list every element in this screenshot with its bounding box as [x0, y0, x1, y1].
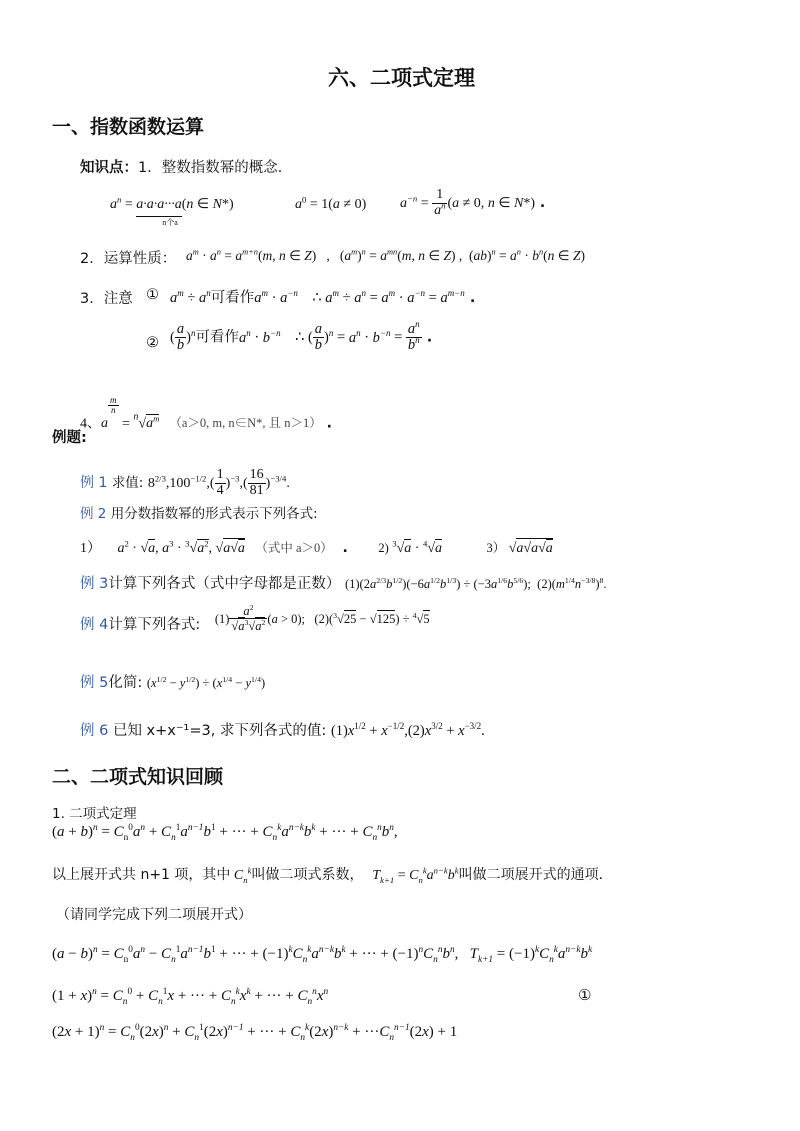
- example-6: 例 6 已知 x+x⁻¹=3, 求下列各式的值: $(1)x^{1/2} + x^{-1/2},(2)x^{3/2} + x^{-3/2}$.: [80, 721, 485, 739]
- formula-operation-rules: $a^m \cdot a^n = a^{m+n}(m$, n ∈ Z) , $(a^m)^n = a^{mn}(m$, n ∈ Z) , $(ab)^n = a^n \cdot b^n(n$ ∈ Z): [186, 247, 585, 263]
- explanation-part-c: 叫做二项展开式的通项.: [458, 867, 604, 883]
- example-1: 例 1 求值: $8^{2/3},100^{-1/2}$,( $\frac{1}{4}$ )$^{-3}$,( $\frac{16}{81}$ )$^{-3/4}$.: [80, 467, 290, 498]
- binomial-explanation: 以上展开式共 n+1 项，其中 $C_n^k$叫做二项式系数， $T_{k+1} = C_n^ka^{n-k}b^k$叫做二项展开式的通项.: [52, 865, 604, 885]
- example-6-tag: 例 6: [80, 723, 109, 739]
- example-6-text: 已知 x+x⁻¹=3, 求下列各式的值:: [112, 723, 327, 739]
- example-3-text: 计算下列各式（式中字母都是正数）: [108, 576, 341, 592]
- item4-condition: （a＞0, m, n∈N*, 且 n＞1）: [169, 416, 322, 431]
- example-5-text: 化简:: [108, 675, 143, 691]
- example-4-tag: 例 4: [80, 617, 109, 634]
- binomial-theorem-formula: $(a + b)^n = C_n^0a^n + C_n^1a^{n-1}b^1$ + ··· + $C_n^ka^{n-k}b^k$ + ··· + $C_n^nb^n$,: [52, 823, 398, 843]
- example-2: [80, 502, 318, 522]
- example-1-tag: 例 1: [80, 475, 108, 492]
- kanzuo-text-1: 可看作: [210, 290, 255, 306]
- examples-label: 例题:: [52, 430, 87, 446]
- page-title: 六、二项式定理: [328, 66, 475, 90]
- section-heading-1: 一、指数函数运算: [52, 116, 205, 138]
- formula-power-definition: $a^n = a\cdot a\cdot a\cdot\cdot\cdot a$ n个a (n ∈ N*): [110, 194, 234, 227]
- example-2-part-1: 1）: [80, 541, 101, 556]
- knowledge-item-1: 1．整数指数幂的概念．: [138, 160, 293, 176]
- example-3: 例 3计算下列各式（式中字母都是正数） $(1)(2a^{2/3}b^{1/2})(-6a^{1/2}b^{1/3}) \div (-3a^{1/6}b^{5/6})$; $(2)(m^{1/4}n^{-3/8})^8$.: [80, 575, 607, 592]
- knowledge-item-3-label: 3．注意: [80, 291, 133, 307]
- knowledge-label: 知识点：: [80, 160, 138, 176]
- binomial-item-1: 1. 二项式定理: [52, 806, 137, 822]
- formula-two-x-plus-one: $(2x + 1)^n = C_n^0(2x)^n + C_n^1(2x)^{n-1}$ + ··· + $C_n^k(2x)^{n-k} + \cdot\cdot\cdot C_n^{n-1}(2x) + 1$: [52, 1023, 458, 1043]
- formula-negative-power: $a^{-n}$ = $\frac{1}{a^n}$ (a ≠ 0, n ∈ N*) .: [400, 187, 546, 218]
- knowledge-line-1: [80, 156, 292, 177]
- explanation-part-a: 以上展开式共 n+1 项，其中: [52, 867, 231, 883]
- example-2-text: 用分数指数幂的形式表示下列各式:: [110, 506, 318, 522]
- item4-prefix: 4、: [80, 416, 101, 432]
- note-marker-1: ①: [146, 287, 159, 303]
- note-marker-2: ②: [146, 335, 159, 351]
- example-5-tag: 例 5: [80, 675, 109, 691]
- formula-marker-1: ①: [578, 986, 592, 1004]
- note-formula-2: ( $\frac{a}{b}$ )$^n$可看作$a^n \cdot b^{-n}$ ∴ ( $\frac{a}{b}$ )$^n = a^n \cdot b^{-n}$ = $\frac{a^n}{b^n}$ .: [170, 319, 433, 354]
- example-4: 例 4计算下列各式: (1) $\frac{a^2}{√a^3√a^2}$ (a > 0); (2)($^3$√25 − √125) ÷ $^4$√5: [80, 602, 430, 634]
- example-2-part-3: 3）: [486, 541, 506, 555]
- section-heading-2: 二、二项式知识回顾: [52, 766, 224, 788]
- example-4-text: 计算下列各式:: [108, 617, 201, 634]
- example-5: 例 5化简: $(x^{1/2} - y^{1/2}) \div (x^{1/4} - y^{1/4})$: [80, 674, 266, 691]
- exercise-note: （请同学完成下列二项展开式）: [56, 907, 252, 923]
- example-2-condition: （式中 a＞0）: [255, 541, 333, 555]
- formula-a-minus-b: $(a - b)^n = C_n^0a^n - C_n^1a^{n-1}b^1$ + ··· + $(-1)^kC_n^ka^{n-k}b^k$ + ··· + $(-1)^nC_n^nb^n$, $T_{k+1} = (-1)^kC_n^ka^{n-k}b^k$: [52, 945, 593, 965]
- kanzuo-text-2: 可看作: [195, 329, 239, 346]
- example-2-tag: 例 2: [80, 506, 107, 522]
- example-2-part-2: 2): [378, 541, 389, 555]
- example-2-parts: 1） $a^2 \cdot √a$, $a^3 \cdot ^3√a^2$, √a√a （式中 a＞0） . 2) $^3$√a · $^4$√a 3） √a√a√a: [80, 538, 553, 556]
- example-3-tag: 例 3: [80, 576, 109, 592]
- formula-one-plus-x: $(1 + x)^n = C_n^0 + C_n^1x$ + ··· + $C_n^kx^k$ + ··· + $C_n^nx^n$: [52, 987, 329, 1007]
- knowledge-item-2-label: 2．运算性质：: [80, 251, 177, 267]
- knowledge-item-4: 4、a $\frac{m}{n}$ = $^n√a^m$ （a＞0, m, n∈N*, 且 n＞1） .: [80, 395, 332, 432]
- explanation-part-b: 叫做二项式系数，: [251, 867, 364, 883]
- example-1-text: 求值:: [111, 475, 144, 492]
- formula-zero-power: $a^0 = 1(a \ne 0)$: [295, 194, 367, 212]
- note-formula-1: $a^m \div a^n$可看作$a^m \cdot a^{-n}$ ∴ $a^m \div a^n = a^m \cdot a^{-n} = a^{m-n}$ .: [170, 288, 476, 306]
